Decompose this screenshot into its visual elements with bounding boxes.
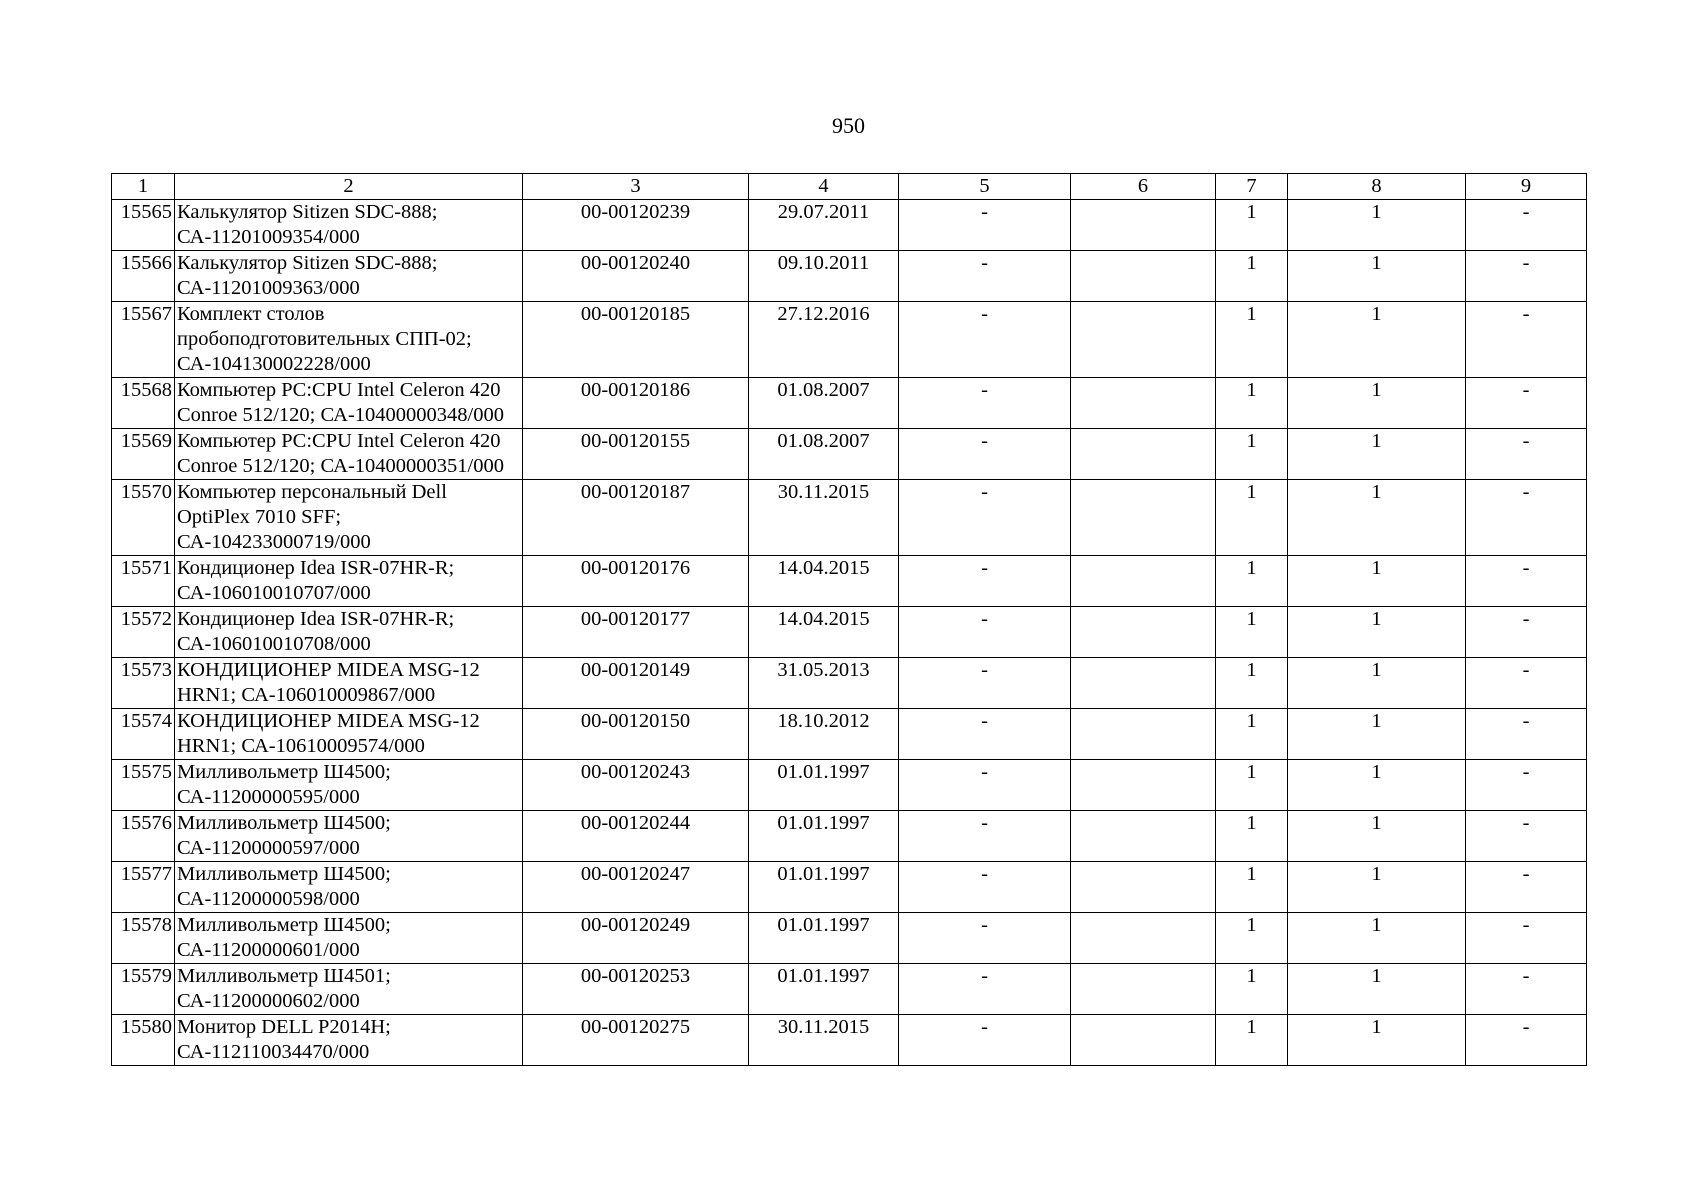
table-row [112,302,1587,378]
header-row [112,174,1587,200]
cell-col6 [1071,378,1216,429]
table-row [112,760,1587,811]
cell-col6 [1071,251,1216,302]
inventory-number: 00-00120177 [523,607,749,658]
cell-col7: 1 [1216,658,1288,709]
cell-col8: 1 [1288,302,1466,378]
column-header-4: 4 [749,174,899,200]
cell-col7: 1 [1216,607,1288,658]
column-header-9: 9 [1466,174,1587,200]
cell-col8: 1 [1288,556,1466,607]
cell-col9: - [1466,429,1587,480]
acquisition-date: 01.01.1997 [749,964,899,1015]
acquisition-date: 27.12.2016 [749,302,899,378]
row-number: 15565 [112,200,175,251]
table-row [112,378,1587,429]
table-row [112,1015,1587,1066]
inventory-number: 00-00120275 [523,1015,749,1066]
inventory-number: 00-00120155 [523,429,749,480]
cell-col7: 1 [1216,811,1288,862]
cell-col5: - [899,251,1071,302]
row-number: 15575 [112,760,175,811]
cell-col5: - [899,302,1071,378]
inventory-number: 00-00120243 [523,760,749,811]
cell-col6 [1071,811,1216,862]
cell-col7: 1 [1216,556,1288,607]
cell-col8: 1 [1288,913,1466,964]
row-number: 15572 [112,607,175,658]
cell-col7: 1 [1216,429,1288,480]
cell-col5: - [899,862,1071,913]
cell-col6 [1071,964,1216,1015]
acquisition-date: 01.08.2007 [749,429,899,480]
inventory-number: 00-00120249 [523,913,749,964]
cell-col8: 1 [1288,862,1466,913]
cell-col9: - [1466,1015,1587,1066]
cell-col9: - [1466,964,1587,1015]
row-number: 15567 [112,302,175,378]
cell-col7: 1 [1216,1015,1288,1066]
cell-col6 [1071,556,1216,607]
inventory-number: 00-00120150 [523,709,749,760]
inventory-number: 00-00120239 [523,200,749,251]
cell-col8: 1 [1288,378,1466,429]
inventory-number: 00-00120185 [523,302,749,378]
table-body [112,200,1587,1066]
table-header [112,174,1587,200]
acquisition-date: 31.05.2013 [749,658,899,709]
item-name: КОНДИЦИОНЕР MIDEA MSG-12 HRN1; СА-106010009867/000 [175,658,523,709]
row-number: 15578 [112,913,175,964]
acquisition-date: 18.10.2012 [749,709,899,760]
cell-col7: 1 [1216,862,1288,913]
cell-col6 [1071,607,1216,658]
column-header-1: 1 [112,174,175,200]
item-name: Милливольметр Ш4500; СА-11200000595/000 [175,760,523,811]
acquisition-date: 30.11.2015 [749,480,899,556]
cell-col9: - [1466,658,1587,709]
inventory-number: 00-00120247 [523,862,749,913]
acquisition-date: 29.07.2011 [749,200,899,251]
row-number: 15571 [112,556,175,607]
cell-col7: 1 [1216,913,1288,964]
table-row [112,607,1587,658]
item-name: Компьютер PC:CPU Intel Celeron 420 Conroe 512/120; СА-10400000348/000 [175,378,523,429]
cell-col6 [1071,913,1216,964]
item-name: Комплект столов пробоподготовительных СПП-02; СА-104130002228/000 [175,302,523,378]
item-name: Милливольметр Ш4500; СА-11200000597/000 [175,811,523,862]
cell-col9: - [1466,378,1587,429]
item-name: Кондиционер Idea ISR-07HR-R; СА-106010010707/000 [175,556,523,607]
cell-col6 [1071,200,1216,251]
cell-col9: - [1466,607,1587,658]
row-number: 15566 [112,251,175,302]
cell-col7: 1 [1216,964,1288,1015]
item-name: Милливольметр Ш4500; СА-11200000598/000 [175,862,523,913]
inventory-number: 00-00120187 [523,480,749,556]
acquisition-date: 30.11.2015 [749,1015,899,1066]
cell-col6 [1071,760,1216,811]
cell-col8: 1 [1288,480,1466,556]
table-row [112,811,1587,862]
acquisition-date: 01.01.1997 [749,760,899,811]
inventory-number: 00-00120186 [523,378,749,429]
cell-col6 [1071,1015,1216,1066]
cell-col7: 1 [1216,378,1288,429]
cell-col6 [1071,862,1216,913]
cell-col7: 1 [1216,480,1288,556]
cell-col8: 1 [1288,429,1466,480]
row-number: 15577 [112,862,175,913]
inventory-number: 00-00120176 [523,556,749,607]
acquisition-date: 14.04.2015 [749,556,899,607]
item-name: Милливольметр Ш4501; СА-11200000602/000 [175,964,523,1015]
item-name: Компьютер PC:CPU Intel Celeron 420 Conroe 512/120; СА-10400000351/000 [175,429,523,480]
cell-col9: - [1466,760,1587,811]
acquisition-date: 09.10.2011 [749,251,899,302]
cell-col5: - [899,607,1071,658]
cell-col5: - [899,658,1071,709]
inventory-number: 00-00120149 [523,658,749,709]
page-number: 950 [832,113,865,138]
cell-col6 [1071,302,1216,378]
cell-col6 [1071,709,1216,760]
column-header-7: 7 [1216,174,1288,200]
table-row [112,251,1587,302]
table-row [112,200,1587,251]
registry-table [111,173,1587,1066]
item-name: Калькулятор Sitizen SDC-888; СА-11201009363/000 [175,251,523,302]
cell-col8: 1 [1288,760,1466,811]
cell-col9: - [1466,913,1587,964]
cell-col8: 1 [1288,811,1466,862]
item-name: Милливольметр Ш4500; СА-11200000601/000 [175,913,523,964]
acquisition-date: 01.01.1997 [749,913,899,964]
cell-col6 [1071,658,1216,709]
cell-col9: - [1466,302,1587,378]
cell-col5: - [899,480,1071,556]
cell-col9: - [1466,811,1587,862]
row-number: 15568 [112,378,175,429]
cell-col8: 1 [1288,658,1466,709]
item-name: КОНДИЦИОНЕР MIDEA MSG-12 HRN1; СА-10610009574/000 [175,709,523,760]
cell-col9: - [1466,862,1587,913]
cell-col7: 1 [1216,760,1288,811]
inventory-number: 00-00120240 [523,251,749,302]
cell-col5: - [899,200,1071,251]
inventory-number: 00-00120253 [523,964,749,1015]
row-number: 15573 [112,658,175,709]
cell-col8: 1 [1288,251,1466,302]
cell-col8: 1 [1288,200,1466,251]
table-row [112,913,1587,964]
column-header-8: 8 [1288,174,1466,200]
row-number: 15580 [112,1015,175,1066]
item-name: Калькулятор Sitizen SDC-888; СА-11201009354/000 [175,200,523,251]
cell-col5: - [899,556,1071,607]
cell-col7: 1 [1216,302,1288,378]
cell-col5: - [899,811,1071,862]
table-row [112,862,1587,913]
acquisition-date: 14.04.2015 [749,607,899,658]
cell-col5: - [899,709,1071,760]
item-name: Монитор DELL P2014H; СА-112110034470/000 [175,1015,523,1066]
cell-col5: - [899,1015,1071,1066]
cell-col9: - [1466,556,1587,607]
cell-col8: 1 [1288,1015,1466,1066]
cell-col7: 1 [1216,251,1288,302]
row-number: 15574 [112,709,175,760]
cell-col7: 1 [1216,200,1288,251]
table-row [112,709,1587,760]
column-header-6: 6 [1071,174,1216,200]
row-number: 15569 [112,429,175,480]
cell-col5: - [899,964,1071,1015]
table-row [112,429,1587,480]
cell-col6 [1071,429,1216,480]
cell-col5: - [899,913,1071,964]
row-number: 15576 [112,811,175,862]
cell-col9: - [1466,480,1587,556]
item-name: Кондиционер Idea ISR-07HR-R; СА-106010010708/000 [175,607,523,658]
acquisition-date: 01.01.1997 [749,862,899,913]
cell-col9: - [1466,200,1587,251]
table-row [112,480,1587,556]
cell-col9: - [1466,709,1587,760]
column-header-2: 2 [175,174,523,200]
inventory-number: 00-00120244 [523,811,749,862]
cell-col7: 1 [1216,709,1288,760]
cell-col5: - [899,429,1071,480]
column-header-5: 5 [899,174,1071,200]
table-row [112,964,1587,1015]
cell-col8: 1 [1288,964,1466,1015]
cell-col8: 1 [1288,709,1466,760]
acquisition-date: 01.01.1997 [749,811,899,862]
row-number: 15579 [112,964,175,1015]
cell-col6 [1071,480,1216,556]
column-header-3: 3 [523,174,749,200]
acquisition-date: 01.08.2007 [749,378,899,429]
cell-col5: - [899,760,1071,811]
table-row [112,556,1587,607]
table-row [112,658,1587,709]
row-number: 15570 [112,480,175,556]
cell-col8: 1 [1288,607,1466,658]
item-name: Компьютер персональный Dell OptiPlex 7010 SFF; СА-104233000719/000 [175,480,523,556]
cell-col5: - [899,378,1071,429]
cell-col9: - [1466,251,1587,302]
